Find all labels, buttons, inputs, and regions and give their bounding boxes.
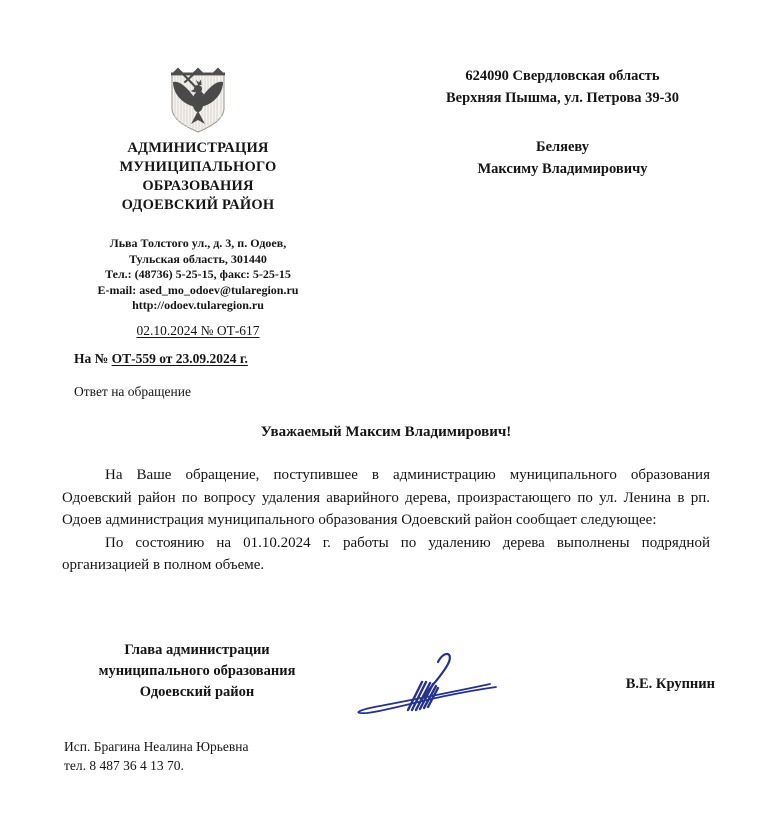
reference-value: ОТ-559 от 23.09.2024 г. xyxy=(111,350,248,366)
org-address-line: Тел.: (48736) 5-25-15, факс: 5-25-15 xyxy=(105,267,291,282)
org-address xyxy=(62,236,334,314)
letter-body xyxy=(62,415,710,577)
coat-of-arms-icon xyxy=(165,66,231,134)
reference-number xyxy=(62,351,334,367)
reference-prefix: На № xyxy=(74,350,112,366)
executor-block xyxy=(64,738,249,775)
org-name xyxy=(62,139,334,215)
body-paragraph: По состоянию на 01.10.2024 г. работы по удалению дерева выполнены подрядной организацией в полном объеме. xyxy=(62,534,710,573)
signer-title-line: муниципального образования xyxy=(98,663,296,679)
recipient-address-line: Верхняя Пышма, ул. Петрова 39-30 xyxy=(446,89,679,106)
letterhead xyxy=(62,66,334,400)
recipient-block xyxy=(390,66,735,180)
org-name-line: МУНИЦИПАЛЬНОГО xyxy=(119,159,277,175)
org-email: E-mail: ased_mo_odoev@tularegion.ru xyxy=(97,282,299,297)
salutation: Уважаемый Максим Владимирович! xyxy=(260,424,512,440)
signer-name: В.Е. Крупнин xyxy=(625,676,715,692)
org-name-line: ОДОЕВСКИЙ РАЙОН xyxy=(121,197,275,213)
org-name-line: АДМИНИСТРАЦИЯ xyxy=(127,140,269,156)
letter-subject: Ответ на обращение xyxy=(74,383,191,399)
recipient-firstname-patronymic: Максиму Владимировичу xyxy=(477,160,648,177)
signer-title-line: Глава администрации xyxy=(124,642,270,658)
body-paragraphs xyxy=(62,464,710,577)
signer-title xyxy=(62,640,332,703)
outgoing-number: 02.10.2024 № ОТ-617 xyxy=(136,322,260,338)
handwritten-signature-icon xyxy=(348,648,498,716)
signer-title-line: Одоевский район xyxy=(139,684,255,700)
org-name-line: ОБРАЗОВАНИЯ xyxy=(142,178,254,194)
org-address-line: Тульская область, 301440 xyxy=(129,251,267,266)
recipient-surname: Беляеву xyxy=(535,139,590,155)
executor-name: Исп. Брагина Неалина Юрьевна xyxy=(64,739,249,754)
recipient-address-line: 624090 Свердловская область xyxy=(465,68,660,84)
org-address-line: Льва Толстого ул., д. 3, п. Одоев, xyxy=(109,236,287,250)
executor-phone: тел. 8 487 36 4 13 70. xyxy=(64,757,184,773)
org-website: http://odoev.tularegion.ru xyxy=(132,298,264,313)
body-paragraph: На Ваше обращение, поступившее в администрацию муниципального образования Одоевский район по вопросу удаления аварийного дерева, произрастающего по ул. Ленина в рп. Одоев администрация муниципального образования Одоевский район сообщает следующее: xyxy=(62,467,710,528)
recipient-name xyxy=(390,137,735,180)
